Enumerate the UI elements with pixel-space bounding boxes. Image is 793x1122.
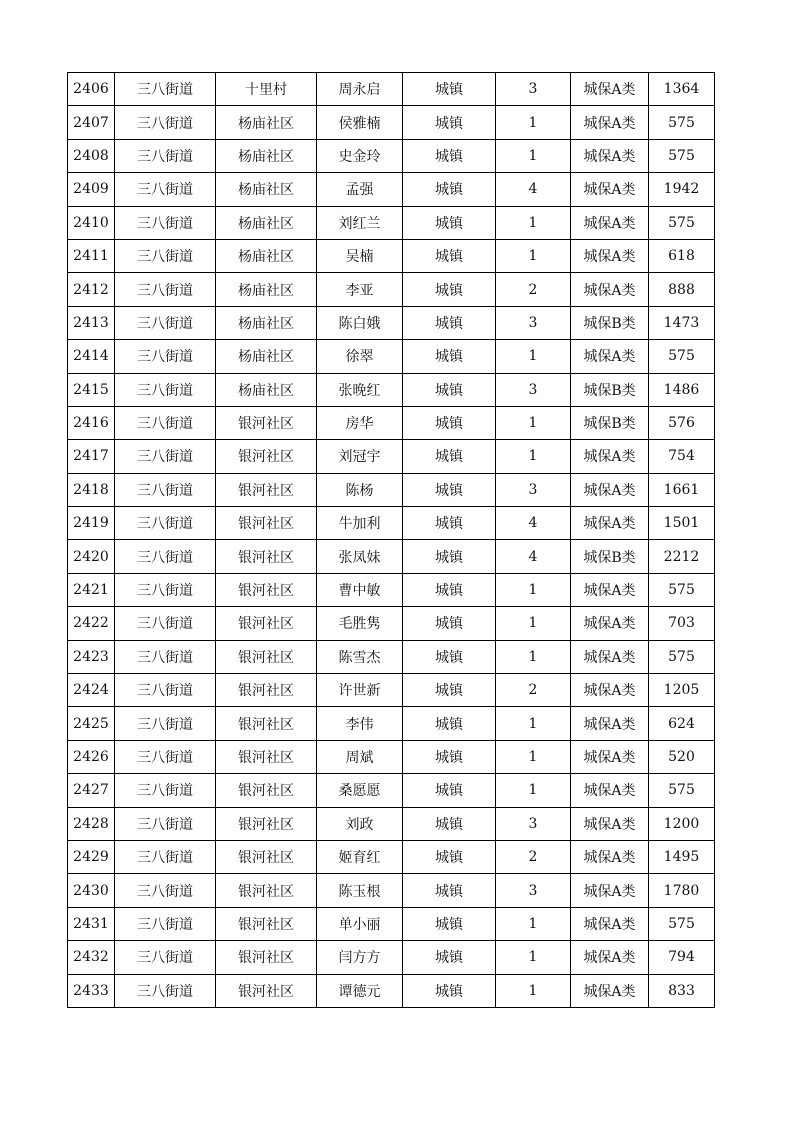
name-cell: 刘政 (317, 807, 403, 840)
table-row (68, 674, 715, 707)
table-row (68, 340, 715, 373)
subdistrict-cell: 三八街道 (115, 173, 216, 206)
household-size-cell: 3 (496, 306, 571, 339)
amount-cell: 754 (649, 440, 715, 473)
name-cell: 毛胜隽 (317, 607, 403, 640)
household-size-cell: 1 (496, 106, 571, 139)
area-type-cell: 城镇 (403, 73, 496, 106)
name-cell: 张凤妹 (317, 540, 403, 573)
amount-cell: 575 (649, 640, 715, 673)
subdistrict-cell: 三八街道 (115, 840, 216, 873)
name-cell: 徐翠 (317, 340, 403, 373)
name-cell: 刘冠宇 (317, 440, 403, 473)
area-type-cell: 城镇 (403, 239, 496, 272)
insurance-category-cell: 城保A类 (571, 874, 649, 907)
amount-cell: 575 (649, 340, 715, 373)
area-type-cell: 城镇 (403, 473, 496, 506)
insurance-category-cell: 城保A类 (571, 640, 649, 673)
subdistrict-cell: 三八街道 (115, 373, 216, 406)
row-number-cell: 2408 (68, 139, 115, 172)
subdistrict-cell: 三八街道 (115, 974, 216, 1007)
subdistrict-cell: 三八街道 (115, 874, 216, 907)
insurance-category-cell: 城保A类 (571, 974, 649, 1007)
name-cell: 侯雅楠 (317, 106, 403, 139)
household-size-cell: 1 (496, 941, 571, 974)
table-row (68, 807, 715, 840)
insurance-category-cell: 城保A类 (571, 674, 649, 707)
row-number-cell: 2406 (68, 73, 115, 106)
community-cell: 杨庙社区 (216, 306, 317, 339)
household-size-cell: 4 (496, 507, 571, 540)
name-cell: 曹中敏 (317, 573, 403, 606)
row-number-cell: 2407 (68, 106, 115, 139)
insurance-category-cell: 城保A类 (571, 573, 649, 606)
subdistrict-cell: 三八街道 (115, 73, 216, 106)
row-number-cell: 2422 (68, 607, 115, 640)
area-type-cell: 城镇 (403, 807, 496, 840)
amount-cell: 1942 (649, 173, 715, 206)
row-number-cell: 2418 (68, 473, 115, 506)
area-type-cell: 城镇 (403, 106, 496, 139)
insurance-category-cell: 城保A类 (571, 440, 649, 473)
row-number-cell: 2413 (68, 306, 115, 339)
insurance-category-cell: 城保A类 (571, 740, 649, 773)
table-row (68, 974, 715, 1007)
community-cell: 杨庙社区 (216, 173, 317, 206)
row-number-cell: 2430 (68, 874, 115, 907)
amount-cell: 833 (649, 974, 715, 1007)
household-size-cell: 1 (496, 573, 571, 606)
subdistrict-cell: 三八街道 (115, 640, 216, 673)
household-size-cell: 1 (496, 607, 571, 640)
table-row (68, 907, 715, 940)
area-type-cell: 城镇 (403, 273, 496, 306)
table-row (68, 473, 715, 506)
row-number-cell: 2414 (68, 340, 115, 373)
name-cell: 史金玲 (317, 139, 403, 172)
area-type-cell: 城镇 (403, 674, 496, 707)
amount-cell: 575 (649, 774, 715, 807)
household-size-cell: 3 (496, 473, 571, 506)
amount-cell: 1473 (649, 306, 715, 339)
amount-cell: 576 (649, 406, 715, 439)
row-number-cell: 2426 (68, 740, 115, 773)
community-cell: 银河社区 (216, 573, 317, 606)
area-type-cell: 城镇 (403, 573, 496, 606)
subdistrict-cell: 三八街道 (115, 273, 216, 306)
household-size-cell: 1 (496, 774, 571, 807)
community-cell: 银河社区 (216, 774, 317, 807)
insurance-category-cell: 城保A类 (571, 239, 649, 272)
table-row (68, 774, 715, 807)
row-number-cell: 2417 (68, 440, 115, 473)
name-cell: 刘红兰 (317, 206, 403, 239)
subdistrict-cell: 三八街道 (115, 774, 216, 807)
name-cell: 周斌 (317, 740, 403, 773)
community-cell: 银河社区 (216, 640, 317, 673)
name-cell: 陈玉根 (317, 874, 403, 907)
row-number-cell: 2428 (68, 807, 115, 840)
subdistrict-cell: 三八街道 (115, 206, 216, 239)
household-size-cell: 1 (496, 139, 571, 172)
insurance-category-cell: 城保A类 (571, 139, 649, 172)
amount-cell: 1486 (649, 373, 715, 406)
amount-cell: 1495 (649, 840, 715, 873)
table-row (68, 373, 715, 406)
insurance-category-cell: 城保A类 (571, 206, 649, 239)
table-row (68, 173, 715, 206)
community-cell: 杨庙社区 (216, 340, 317, 373)
area-type-cell: 城镇 (403, 840, 496, 873)
name-cell: 孟强 (317, 173, 403, 206)
household-size-cell: 1 (496, 974, 571, 1007)
household-size-cell: 1 (496, 640, 571, 673)
row-number-cell: 2415 (68, 373, 115, 406)
community-cell: 银河社区 (216, 473, 317, 506)
table-row (68, 507, 715, 540)
amount-cell: 1661 (649, 473, 715, 506)
name-cell: 房华 (317, 406, 403, 439)
row-number-cell: 2421 (68, 573, 115, 606)
insurance-category-cell: 城保A类 (571, 840, 649, 873)
community-cell: 银河社区 (216, 507, 317, 540)
area-type-cell: 城镇 (403, 306, 496, 339)
table-row (68, 607, 715, 640)
subdistrict-cell: 三八街道 (115, 507, 216, 540)
household-size-cell: 1 (496, 907, 571, 940)
insurance-category-cell: 城保A类 (571, 340, 649, 373)
amount-cell: 2212 (649, 540, 715, 573)
name-cell: 李亚 (317, 273, 403, 306)
name-cell: 牛加利 (317, 507, 403, 540)
area-type-cell: 城镇 (403, 607, 496, 640)
insurance-category-cell: 城保A类 (571, 707, 649, 740)
table-row (68, 273, 715, 306)
household-size-cell: 2 (496, 273, 571, 306)
row-number-cell: 2425 (68, 707, 115, 740)
table-row (68, 740, 715, 773)
amount-cell: 575 (649, 106, 715, 139)
subdistrict-cell: 三八街道 (115, 941, 216, 974)
insurance-category-cell: 城保A类 (571, 907, 649, 940)
community-cell: 杨庙社区 (216, 106, 317, 139)
insurance-category-cell: 城保A类 (571, 941, 649, 974)
area-type-cell: 城镇 (403, 907, 496, 940)
amount-cell: 1200 (649, 807, 715, 840)
amount-cell: 624 (649, 707, 715, 740)
amount-cell: 1780 (649, 874, 715, 907)
community-cell: 银河社区 (216, 941, 317, 974)
table-row (68, 540, 715, 573)
insurance-category-cell: 城保B类 (571, 373, 649, 406)
insurance-category-cell: 城保A类 (571, 607, 649, 640)
row-number-cell: 2424 (68, 674, 115, 707)
household-size-cell: 3 (496, 874, 571, 907)
name-cell: 吴楠 (317, 239, 403, 272)
amount-cell: 618 (649, 239, 715, 272)
community-cell: 十里村 (216, 73, 317, 106)
community-cell: 杨庙社区 (216, 139, 317, 172)
subdistrict-cell: 三八街道 (115, 440, 216, 473)
table-row (68, 874, 715, 907)
area-type-cell: 城镇 (403, 373, 496, 406)
household-size-cell: 2 (496, 674, 571, 707)
row-number-cell: 2432 (68, 941, 115, 974)
subdistrict-cell: 三八街道 (115, 340, 216, 373)
table-row (68, 440, 715, 473)
area-type-cell: 城镇 (403, 406, 496, 439)
amount-cell: 888 (649, 273, 715, 306)
name-cell: 单小丽 (317, 907, 403, 940)
table-row (68, 106, 715, 139)
table-row (68, 206, 715, 239)
table-row (68, 941, 715, 974)
table-row (68, 840, 715, 873)
name-cell: 许世新 (317, 674, 403, 707)
table-row (68, 573, 715, 606)
records-table (67, 72, 715, 1008)
records-table-body (68, 73, 715, 1008)
subdistrict-cell: 三八街道 (115, 239, 216, 272)
name-cell: 谭德元 (317, 974, 403, 1007)
area-type-cell: 城镇 (403, 340, 496, 373)
name-cell: 李伟 (317, 707, 403, 740)
community-cell: 银河社区 (216, 540, 317, 573)
household-size-cell: 3 (496, 73, 571, 106)
insurance-category-cell: 城保A类 (571, 507, 649, 540)
household-size-cell: 1 (496, 740, 571, 773)
amount-cell: 520 (649, 740, 715, 773)
area-type-cell: 城镇 (403, 507, 496, 540)
table-row (68, 306, 715, 339)
community-cell: 银河社区 (216, 406, 317, 439)
area-type-cell: 城镇 (403, 874, 496, 907)
community-cell: 银河社区 (216, 840, 317, 873)
community-cell: 银河社区 (216, 974, 317, 1007)
records-table-container (67, 72, 715, 1008)
name-cell: 张晚红 (317, 373, 403, 406)
community-cell: 杨庙社区 (216, 239, 317, 272)
row-number-cell: 2427 (68, 774, 115, 807)
household-size-cell: 1 (496, 406, 571, 439)
area-type-cell: 城镇 (403, 540, 496, 573)
insurance-category-cell: 城保A类 (571, 173, 649, 206)
row-number-cell: 2412 (68, 273, 115, 306)
table-row (68, 406, 715, 439)
amount-cell: 575 (649, 139, 715, 172)
area-type-cell: 城镇 (403, 173, 496, 206)
household-size-cell: 2 (496, 840, 571, 873)
table-row (68, 139, 715, 172)
amount-cell: 1205 (649, 674, 715, 707)
row-number-cell: 2431 (68, 907, 115, 940)
table-row (68, 73, 715, 106)
community-cell: 银河社区 (216, 874, 317, 907)
insurance-category-cell: 城保A类 (571, 106, 649, 139)
household-size-cell: 1 (496, 206, 571, 239)
area-type-cell: 城镇 (403, 440, 496, 473)
insurance-category-cell: 城保B类 (571, 540, 649, 573)
subdistrict-cell: 三八街道 (115, 807, 216, 840)
insurance-category-cell: 城保B类 (571, 406, 649, 439)
insurance-category-cell: 城保A类 (571, 73, 649, 106)
area-type-cell: 城镇 (403, 139, 496, 172)
household-size-cell: 1 (496, 340, 571, 373)
table-row (68, 707, 715, 740)
subdistrict-cell: 三八街道 (115, 740, 216, 773)
insurance-category-cell: 城保B类 (571, 306, 649, 339)
area-type-cell: 城镇 (403, 640, 496, 673)
row-number-cell: 2433 (68, 974, 115, 1007)
row-number-cell: 2420 (68, 540, 115, 573)
community-cell: 银河社区 (216, 907, 317, 940)
name-cell: 闫方方 (317, 941, 403, 974)
community-cell: 银河社区 (216, 707, 317, 740)
subdistrict-cell: 三八街道 (115, 607, 216, 640)
area-type-cell: 城镇 (403, 707, 496, 740)
row-number-cell: 2411 (68, 239, 115, 272)
name-cell: 周永启 (317, 73, 403, 106)
insurance-category-cell: 城保A类 (571, 473, 649, 506)
subdistrict-cell: 三八街道 (115, 106, 216, 139)
row-number-cell: 2409 (68, 173, 115, 206)
subdistrict-cell: 三八街道 (115, 139, 216, 172)
community-cell: 银河社区 (216, 674, 317, 707)
community-cell: 银河社区 (216, 740, 317, 773)
community-cell: 杨庙社区 (216, 373, 317, 406)
subdistrict-cell: 三八街道 (115, 573, 216, 606)
amount-cell: 575 (649, 907, 715, 940)
insurance-category-cell: 城保A类 (571, 273, 649, 306)
household-size-cell: 1 (496, 440, 571, 473)
amount-cell: 575 (649, 573, 715, 606)
name-cell: 陈白娥 (317, 306, 403, 339)
amount-cell: 575 (649, 206, 715, 239)
insurance-category-cell: 城保A类 (571, 807, 649, 840)
insurance-category-cell: 城保A类 (571, 774, 649, 807)
household-size-cell: 1 (496, 239, 571, 272)
subdistrict-cell: 三八街道 (115, 540, 216, 573)
area-type-cell: 城镇 (403, 941, 496, 974)
community-cell: 杨庙社区 (216, 273, 317, 306)
subdistrict-cell: 三八街道 (115, 306, 216, 339)
amount-cell: 703 (649, 607, 715, 640)
name-cell: 陈雪杰 (317, 640, 403, 673)
table-row (68, 640, 715, 673)
row-number-cell: 2416 (68, 406, 115, 439)
household-size-cell: 4 (496, 540, 571, 573)
area-type-cell: 城镇 (403, 974, 496, 1007)
amount-cell: 1501 (649, 507, 715, 540)
row-number-cell: 2429 (68, 840, 115, 873)
community-cell: 银河社区 (216, 807, 317, 840)
row-number-cell: 2410 (68, 206, 115, 239)
name-cell: 陈杨 (317, 473, 403, 506)
table-row (68, 239, 715, 272)
amount-cell: 794 (649, 941, 715, 974)
subdistrict-cell: 三八街道 (115, 473, 216, 506)
amount-cell: 1364 (649, 73, 715, 106)
subdistrict-cell: 三八街道 (115, 674, 216, 707)
community-cell: 银河社区 (216, 607, 317, 640)
area-type-cell: 城镇 (403, 206, 496, 239)
subdistrict-cell: 三八街道 (115, 707, 216, 740)
community-cell: 银河社区 (216, 440, 317, 473)
area-type-cell: 城镇 (403, 740, 496, 773)
name-cell: 桑愿愿 (317, 774, 403, 807)
household-size-cell: 4 (496, 173, 571, 206)
household-size-cell: 1 (496, 707, 571, 740)
subdistrict-cell: 三八街道 (115, 907, 216, 940)
row-number-cell: 2423 (68, 640, 115, 673)
household-size-cell: 3 (496, 807, 571, 840)
area-type-cell: 城镇 (403, 774, 496, 807)
name-cell: 姬育红 (317, 840, 403, 873)
household-size-cell: 3 (496, 373, 571, 406)
subdistrict-cell: 三八街道 (115, 406, 216, 439)
row-number-cell: 2419 (68, 507, 115, 540)
community-cell: 杨庙社区 (216, 206, 317, 239)
